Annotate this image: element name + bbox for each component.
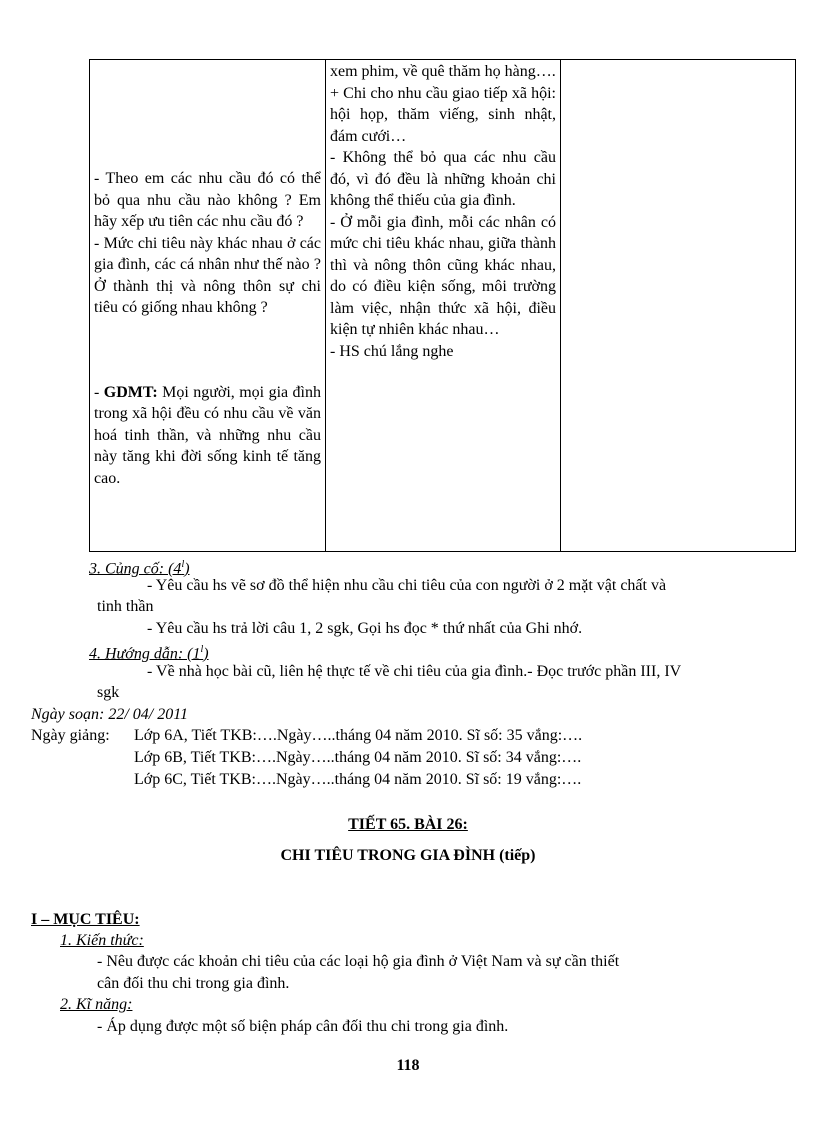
- class-row-6c: Lớp 6C, Tiết TKB:….Ngày…..tháng 04 năm 2010. Sĩ số: 19 vắng:….: [134, 771, 582, 788]
- homework-line-1-cont: sgk: [97, 684, 120, 701]
- gdmt-note: - GDMT: Mọi người, mọi gia đình trong xã hội đều có nhu cầu về văn hoá tinh thần, và những nhu cầu này tăng khi đời sống kinh tế tăng cao.: [94, 383, 321, 487]
- class-row-6a: Lớp 6A, Tiết TKB:….Ngày…..tháng 04 năm 2010. Sĩ số: 35 vắng:….: [134, 727, 583, 744]
- gdmt-label: GDMT:: [103, 383, 158, 401]
- preparation-date: Ngày soạn: 22/ 04/ 2011: [31, 706, 189, 723]
- homework-heading: 4. Hướng dẫn: (1$^l$): [89, 644, 209, 663]
- consolidation-heading: 3. Củng cố: (4$^l$): [89, 559, 190, 578]
- consolidation-line-1: - Yêu cầu hs vẽ sơ đồ thể hiện nhu cầu chi tiêu của con người ở 2 mặt vật chất và: [147, 577, 667, 594]
- student-activity-cell: [326, 60, 561, 552]
- lesson-title: TIẾT 65. BÀI 26:: [348, 816, 468, 833]
- page-number: 118: [396, 1057, 420, 1074]
- skills-line-1: - Áp dụng được một số biện pháp cân đối thu chi trong gia đình.: [97, 1018, 509, 1035]
- knowledge-heading: 1. Kiến thức:: [60, 932, 144, 949]
- skills-heading: 2. Kĩ năng:: [60, 996, 133, 1013]
- question-priority: - Theo em các nhu cầu đó có thể bỏ qua nhu cầu nào không ? Em hãy xếp ưu tiên các nhu cầu đó ?: [94, 170, 321, 230]
- lesson-activity-table: [89, 59, 796, 552]
- teaching-date-label: Ngày giảng:: [31, 727, 110, 744]
- objectives-heading: I – MỤC TIÊU:: [31, 911, 140, 928]
- answer-listen: - HS chú lắng nghe: [330, 342, 454, 360]
- teacher-activity-cell: [90, 60, 326, 552]
- answer-difference: - Ở mỗi gia đình, mỗi các nhân có mức chi tiêu khác nhau, giữa thành thì và nông thôn cũng khác nhau, do có điều kiện sống, môi trường làm việc, nhận thức xã hội, điều kiện tự nhiên khác nhau…: [330, 213, 556, 338]
- knowledge-line-1: - Nêu được các khoản chi tiêu của các loại hộ gia đình ở Việt Nam và sự cần thiết: [97, 953, 620, 970]
- homework-line-1: - Về nhà học bài cũ, liên hệ thực tế về chi tiêu của gia đình.- Đọc trước phần III, IV: [147, 663, 682, 680]
- answer-social: + Chi cho nhu cầu giao tiếp xã hội: hội họp, thăm viếng, sinh nhật, đám cưới…: [330, 84, 556, 145]
- answer-leisure: xem phim, về quê thăm họ hàng….: [330, 63, 556, 80]
- consolidation-line-1-cont: tinh thần: [97, 598, 154, 615]
- class-row-6b: Lớp 6B, Tiết TKB:….Ngày…..tháng 04 năm 2010. Sĩ số: 34 vắng:….: [134, 749, 582, 766]
- notes-cell: [561, 60, 796, 552]
- table-row: [90, 60, 796, 552]
- knowledge-line-2: cân đối thu chi trong gia đình.: [97, 975, 290, 992]
- answer-priority: - Không thể bỏ qua các nhu cầu đó, vì đó đều là những khoản chi không thể thiếu của gia đình.: [330, 149, 556, 209]
- consolidation-line-2: - Yêu cầu hs trả lời câu 1, 2 sgk, Gọi hs đọc * thứ nhất của Ghi nhớ.: [147, 620, 583, 637]
- question-spending-difference: - Mức chi tiêu này khác nhau ở các gia đình, các cá nhân như thế nào ? Ở thành thị và nông thôn sự chi tiêu có giống nhau không ?: [94, 234, 321, 316]
- lesson-subtitle: CHI TIÊU TRONG GIA ĐÌNH (tiếp): [280, 847, 536, 864]
